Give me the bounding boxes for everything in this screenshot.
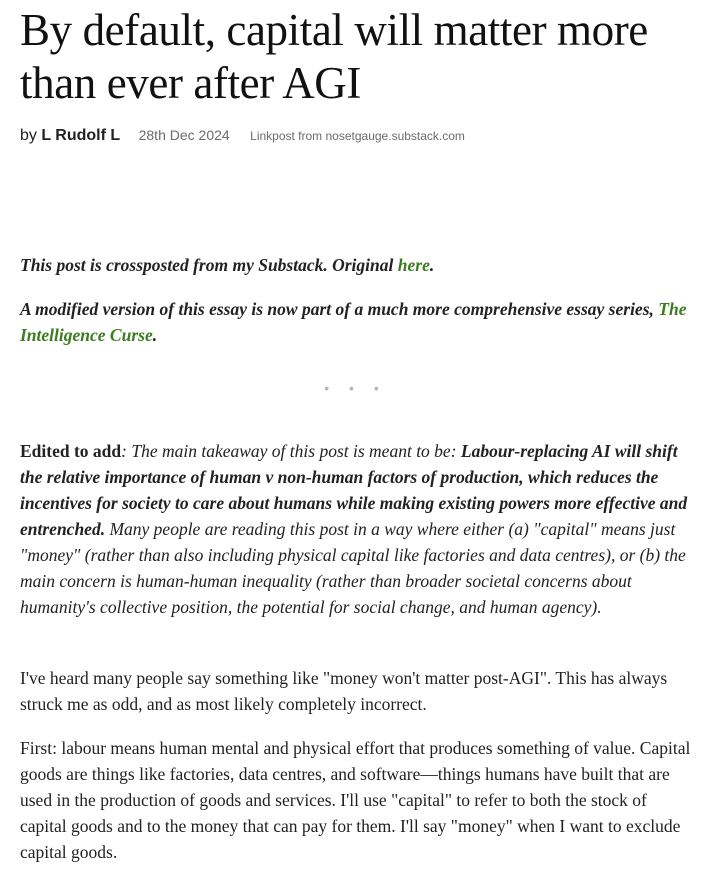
post-title: By default, capital will matter more than ever after AGI: [20, 5, 648, 108]
by-label: by: [20, 127, 37, 144]
body-paragraph: I've heard many people say something like "money won't matter post-AGI". This has always struck me as odd, and as most likely completely incorrect.: [20, 668, 668, 714]
edit-main-takeaway: Labour-replacing AI will shift the relative importance of human v non-human factors of production, which reduces the incentives for society to care about humans while making existing powers more effective and entrenched.: [20, 441, 688, 539]
modified-version-note: [20, 296, 696, 348]
edit-rest: Many people are reading this post in a way where either (a) "capital" means just "money" (rather than also including physical capital like factories and data centres), or (b) the main concern is human-human inequality (rather than broader societal concerns about humanity's collective position, the potential for social change, and human agency).: [20, 519, 686, 617]
edit-intro: : The main takeaway of this post is meant to be:: [121, 441, 461, 461]
modified-text: A modified version of this essay is now part of a much more comprehensive essay series,: [20, 299, 659, 319]
post-meta: [20, 127, 465, 145]
modified-end: .: [152, 325, 158, 345]
section-separator: • • •: [324, 380, 387, 396]
crosspost-note: [20, 252, 696, 278]
author-link[interactable]: L Rudolf L: [41, 127, 121, 144]
intelligence-curse-link[interactable]: The Intelligence Curse: [20, 299, 687, 345]
edit-note: [20, 438, 696, 620]
post-date: 28th Dec 2024: [138, 127, 230, 143]
crosspost-end: .: [429, 255, 435, 275]
body-paragraph: First: labour means human mental and physical effort that produces something of value. Capital goods are things like factories, data centres, and software—things humans have built that are used in the production of goods and services. I'll use "capital" to refer to both the stock of capital goods and to the money that can pay for them. I'll say "money" when I want to exclude capital goods.: [20, 738, 691, 862]
crosspost-text: This post is crossposted from my Substack. Original: [20, 255, 398, 275]
linkpost-link[interactable]: Linkpost from nosetgauge.substack.com: [250, 129, 465, 143]
original-post-link[interactable]: here: [397, 255, 430, 275]
edit-label: Edited to add: [20, 441, 122, 461]
